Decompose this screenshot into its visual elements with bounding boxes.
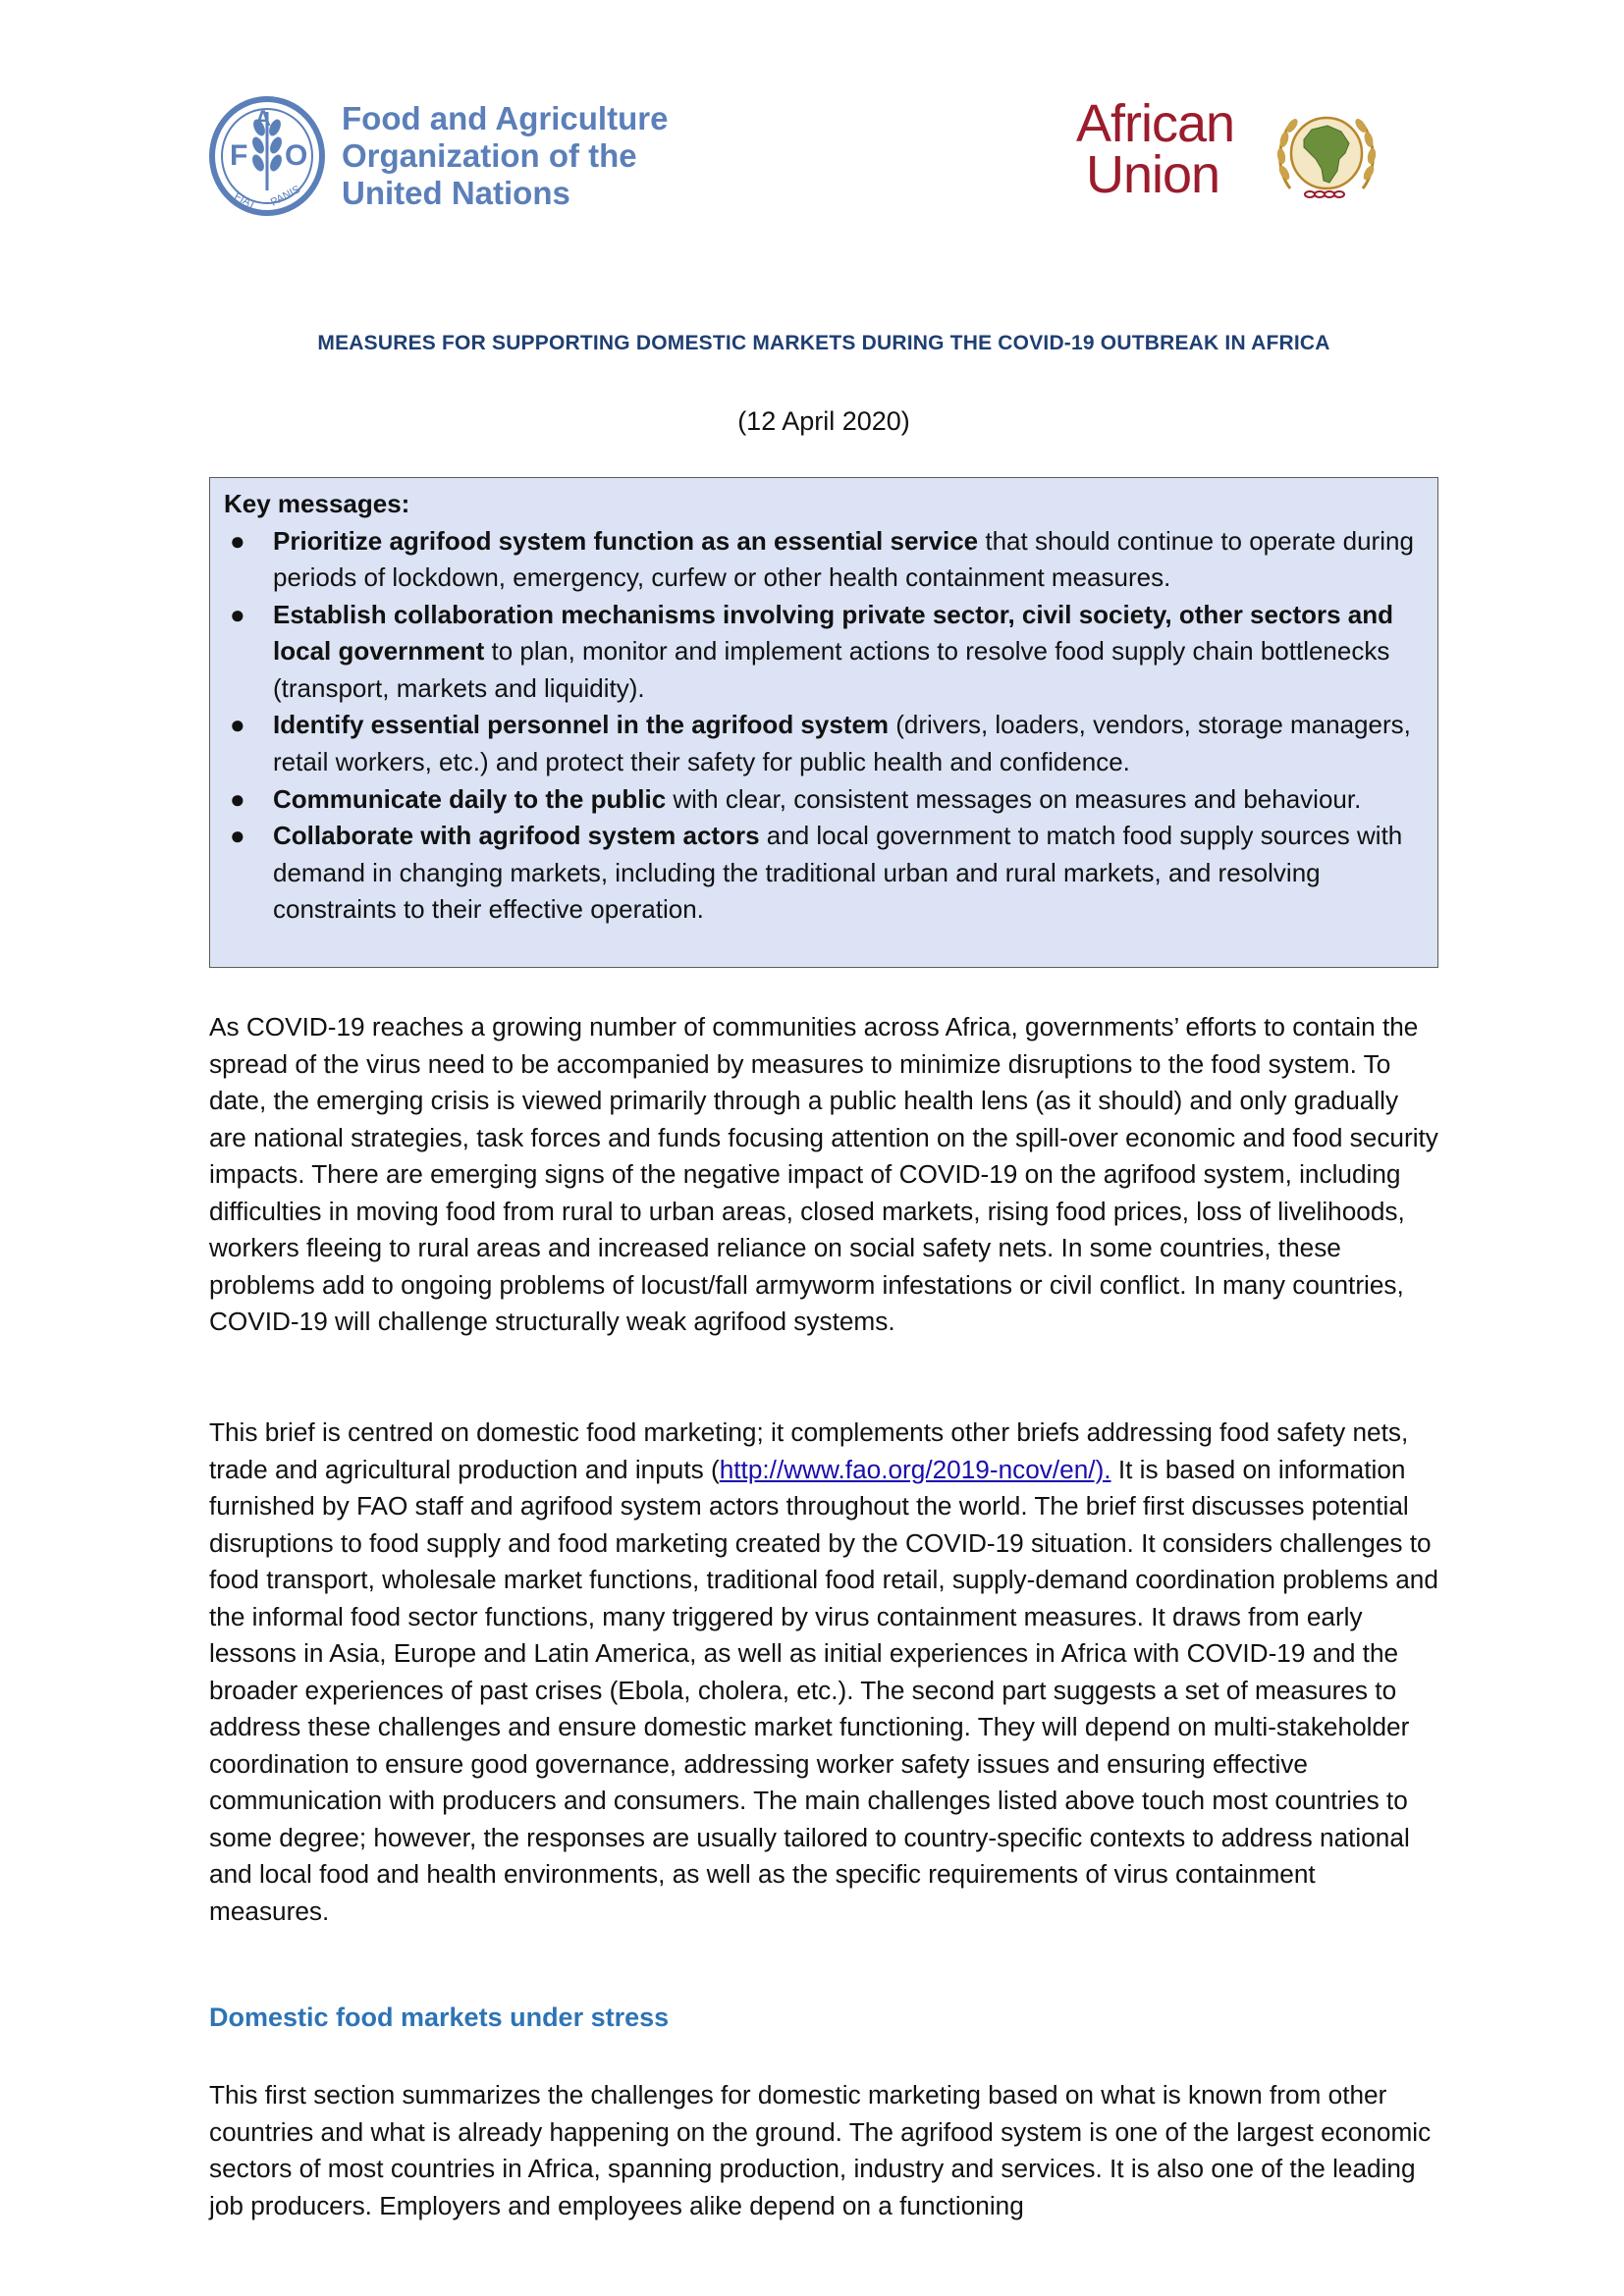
key-message-text: (drivers, loaders, vendors, storage managers, retail workers, etc.) and protect their safety for public health and confidence. xyxy=(273,710,1411,777)
bullet-icon: ● xyxy=(230,783,245,814)
key-messages-heading: Key messages: xyxy=(224,489,410,518)
au-line-1: African xyxy=(1076,94,1235,153)
fao-wordmark xyxy=(342,100,669,212)
key-message-bold: Prioritize agrifood system function as an essential service xyxy=(273,525,979,556)
svg-text:A: A xyxy=(255,106,271,131)
key-message-bold: Establish collaboration mechanisms involving private sector, civil society, other sectors and local government xyxy=(273,599,1394,667)
body-paragraph-1: As COVID-19 reaches a growing number of communities across Africa, governments’ efforts to contain the spread of the virus need to be accompanied by measures to minimize disruptions to the food system. To date, the emerging crisis is viewed primarily through a public health lens (as it should) and only gradually are national strategies, task forces and funds focusing attention on the spill-over economic and food security impacts. There are emerging signs of the negative impact of COVID-19 on the agrifood system, including difficulties in moving food from rural to urban areas, closed markets, rising food prices, loss of livelihoods, workers fleeing to rural areas and increased reliance on social safety nets. In some countries, these problems add to ongoing problems of locust/fall armyworm infestations or civil conflict. In many countries, COVID-19 will challenge structurally weak agrifood systems. xyxy=(209,1012,1438,1336)
key-message-text: with clear, consistent messages on measures and behaviour. xyxy=(666,783,1362,814)
document-date: (12 April 2020) xyxy=(737,406,910,436)
fao-logo xyxy=(208,94,669,222)
bullet-icon: ● xyxy=(230,599,245,629)
key-message-item xyxy=(224,818,1424,929)
key-message-item xyxy=(224,707,1424,780)
body-paragraph-3: This first section summarizes the challenges for domestic marketing based on what is known from other countries and what is already happening on the ground. The agrifood system is one of the largest economic sectors of most countries in Africa, spanning production, industry and services. It is also one of the leading job producers. Employers and employees alike depend on a functioning xyxy=(209,2080,1432,2220)
key-message-text: to plan, monitor and implement actions to resolve food supply chain bottlenecks (transport, markets and liquidity). xyxy=(273,636,1390,703)
svg-text:O: O xyxy=(285,139,308,172)
key-message-bold: Identify essential personnel in the agrifood system xyxy=(273,710,890,740)
key-message-item xyxy=(224,597,1424,708)
au-wordmark xyxy=(1076,94,1235,204)
key-message-text: and local government to match food supply sources with demand in changing markets, including the traditional urban and rural markets, and resolving constraints to their effective operation. xyxy=(273,821,1403,925)
fao-line-1: Food and Agriculture xyxy=(342,100,669,136)
key-message-item xyxy=(224,523,1424,597)
fao-emblem-icon xyxy=(208,94,326,218)
au-emblem-icon xyxy=(1271,102,1382,210)
key-message-text: that should continue to operate during periods of lockdown, emergency, curfew or other health containment measures. xyxy=(273,525,1414,593)
body-paragraph-2 xyxy=(209,1415,1440,1930)
document-title: MEASURES FOR SUPPORTING DOMESTIC MARKETS DURING THE COVID-19 OUTBREAK IN AFRICA xyxy=(317,332,1330,354)
bullet-icon: ● xyxy=(230,525,245,556)
svg-text:F: F xyxy=(230,139,248,172)
paragraph-2-text-a: This brief is centred on domestic food marketing; it complements other briefs addressing food safety nets, trade and agricultural production and inputs ( xyxy=(209,1417,1409,1484)
au-line-2: Union xyxy=(1086,145,1220,204)
key-message-item xyxy=(224,781,1424,819)
key-message-bold: Collaborate with agrifood system actors xyxy=(273,821,760,851)
bullet-icon: ● xyxy=(230,710,245,740)
fao-line-3: United Nations xyxy=(342,175,570,211)
section-heading: Domestic food markets under stress xyxy=(209,2002,670,2032)
fao-covid-link[interactable]: http://www.fao.org/2019-ncov/en/). xyxy=(719,1454,1111,1484)
paragraph-2-text-b: It is based on information furnished by FAO staff and agrifood system actors throughout the world. The brief first discusses potential disruptions to food supply and food marketing created by the COVID-19 situation. It considers challenges to food transport, wholesale market functions, traditional food retail, supply-demand coordination problems and the informal food sector functions, many triggered by virus containment measures. It draws from early lessons in Asia, Europe and Latin America, as well as initial experiences in Africa with COVID-19 and the broader experiences of past crises (Ebola, cholera, etc.). The second part suggests a set of measures to address these challenges and ensure domestic market functioning. They will depend on multi-stakeholder coordination to ensure good governance, addressing worker safety issues and ensuring effective communication with producers and consumers. The main challenges listed above touch most countries to some degree; however, the responses are usually tailored to country-specific contexts to address national and local food and health environments, as well as the specific requirements of virus containment measures. xyxy=(209,1454,1438,1926)
key-messages-list xyxy=(224,523,1424,930)
key-messages-box xyxy=(209,477,1438,968)
bullet-icon: ● xyxy=(230,821,245,851)
african-union-logo xyxy=(1076,94,1390,216)
key-message-bold: Communicate daily to the public xyxy=(273,783,667,814)
svg-text:PANIS: PANIS xyxy=(268,183,302,209)
fao-line-2: Organization of the xyxy=(342,137,637,174)
svg-text:FIAT: FIAT xyxy=(232,190,258,212)
